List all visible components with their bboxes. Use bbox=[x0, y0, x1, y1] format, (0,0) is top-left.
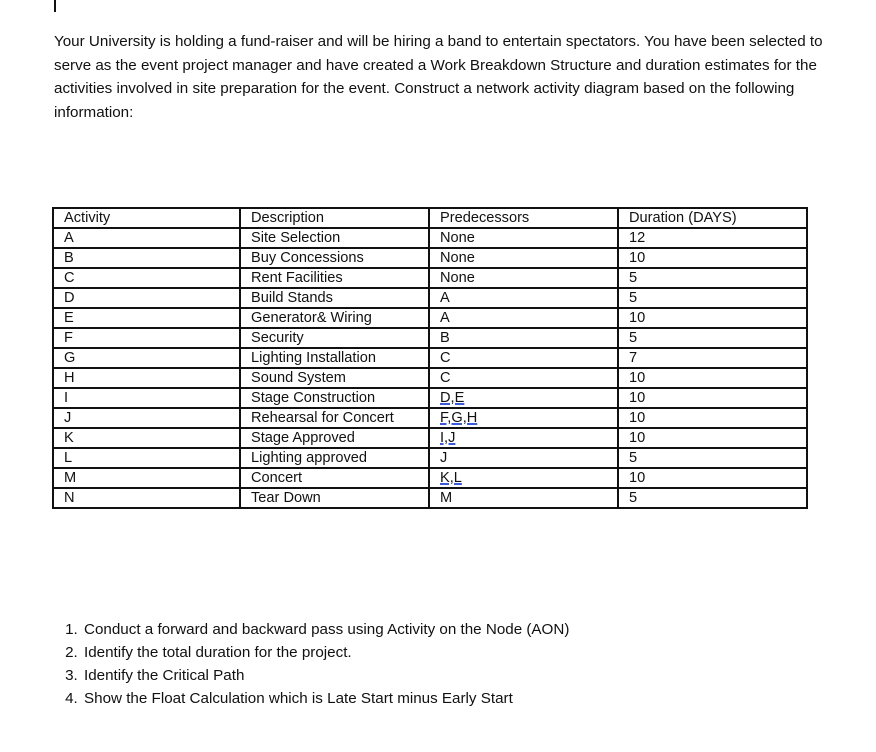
cell-duration: 5 bbox=[618, 288, 807, 308]
cell-predecessors: J bbox=[429, 448, 618, 468]
cell-description: Tear Down bbox=[240, 488, 429, 508]
cell-activity: A bbox=[53, 228, 240, 248]
cell-predecessors: C bbox=[429, 348, 618, 368]
table-row bbox=[53, 488, 807, 508]
cell-predecessors: C bbox=[429, 368, 618, 388]
question-item: 2. Identify the total duration for the project. bbox=[82, 641, 569, 664]
table-header-row bbox=[53, 208, 807, 228]
cell-description: Lighting approved bbox=[240, 448, 429, 468]
cell-description: Rehearsal for Concert bbox=[240, 408, 429, 428]
cell-duration: 7 bbox=[618, 348, 807, 368]
cell-activity: B bbox=[53, 248, 240, 268]
table-row bbox=[53, 308, 807, 328]
cell-description: Stage Construction bbox=[240, 388, 429, 408]
cell-predecessors: F,G,H bbox=[429, 408, 618, 428]
cell-predecessors: I,J bbox=[429, 428, 618, 448]
cell-activity: I bbox=[53, 388, 240, 408]
cell-activity: K bbox=[53, 428, 240, 448]
cell-predecessors: None bbox=[429, 268, 618, 288]
cell-duration: 10 bbox=[618, 308, 807, 328]
cell-duration: 10 bbox=[618, 248, 807, 268]
text-cursor bbox=[54, 0, 56, 12]
question-item: 3. Identify the Critical Path bbox=[82, 664, 569, 687]
question-item: 1. Conduct a forward and backward pass using Activity on the Node (AON) bbox=[82, 618, 569, 641]
table-row bbox=[53, 408, 807, 428]
cell-predecessors: A bbox=[429, 288, 618, 308]
cell-description: Concert bbox=[240, 468, 429, 488]
cell-activity: H bbox=[53, 368, 240, 388]
cell-activity: N bbox=[53, 488, 240, 508]
table-row bbox=[53, 368, 807, 388]
cell-activity: C bbox=[53, 268, 240, 288]
cell-duration: 12 bbox=[618, 228, 807, 248]
table-row bbox=[53, 428, 807, 448]
cell-activity: M bbox=[53, 468, 240, 488]
table-row bbox=[53, 468, 807, 488]
cell-duration: 10 bbox=[618, 468, 807, 488]
cell-duration: 5 bbox=[618, 328, 807, 348]
cell-duration: 10 bbox=[618, 388, 807, 408]
cell-duration: 10 bbox=[618, 428, 807, 448]
intro-paragraph: Your University is holding a fund-raiser and will be hiring a band to entertain spectators. You have been selected to serve as the event project manager and have created a Work Breakdown Structure and duration estimates for the activities involved in site preparation for the event. Construct a network activity diagram based on the following information: bbox=[54, 33, 823, 121]
cell-activity: D bbox=[53, 288, 240, 308]
cell-description: Buy Concessions bbox=[240, 248, 429, 268]
cell-duration: 5 bbox=[618, 448, 807, 468]
table-row bbox=[53, 248, 807, 268]
cell-activity: G bbox=[53, 348, 240, 368]
table-row bbox=[53, 328, 807, 348]
header-description: Description bbox=[240, 208, 429, 228]
header-predecessors: Predecessors bbox=[429, 208, 618, 228]
table-row bbox=[53, 268, 807, 288]
cell-description: Generator& Wiring bbox=[240, 308, 429, 328]
activity-table bbox=[52, 207, 808, 509]
header-duration: Duration (DAYS) bbox=[618, 208, 807, 228]
table-row bbox=[53, 288, 807, 308]
cell-predecessors: B bbox=[429, 328, 618, 348]
cell-description: Rent Facilities bbox=[240, 268, 429, 288]
cell-activity: L bbox=[53, 448, 240, 468]
cell-activity: F bbox=[53, 328, 240, 348]
cell-activity: E bbox=[53, 308, 240, 328]
cell-description: Lighting Installation bbox=[240, 348, 429, 368]
table-row bbox=[53, 228, 807, 248]
cell-description: Stage Approved bbox=[240, 428, 429, 448]
question-item: 4. Show the Float Calculation which is Late Start minus Early Start bbox=[82, 687, 569, 710]
cell-description: Site Selection bbox=[240, 228, 429, 248]
cell-duration: 5 bbox=[618, 488, 807, 508]
table-row bbox=[53, 388, 807, 408]
cell-predecessors: None bbox=[429, 248, 618, 268]
cell-description: Build Stands bbox=[240, 288, 429, 308]
cell-predecessors: K,L bbox=[429, 468, 618, 488]
cell-predecessors: None bbox=[429, 228, 618, 248]
cell-duration: 10 bbox=[618, 408, 807, 428]
cell-predecessors: M bbox=[429, 488, 618, 508]
cell-description: Sound System bbox=[240, 368, 429, 388]
cell-activity: J bbox=[53, 408, 240, 428]
table-row bbox=[53, 348, 807, 368]
table-row bbox=[53, 448, 807, 468]
cell-predecessors: D,E bbox=[429, 388, 618, 408]
cell-duration: 10 bbox=[618, 368, 807, 388]
cell-predecessors: A bbox=[429, 308, 618, 328]
question-list bbox=[54, 618, 569, 710]
cell-duration: 5 bbox=[618, 268, 807, 288]
cell-description: Security bbox=[240, 328, 429, 348]
header-activity: Activity bbox=[53, 208, 240, 228]
